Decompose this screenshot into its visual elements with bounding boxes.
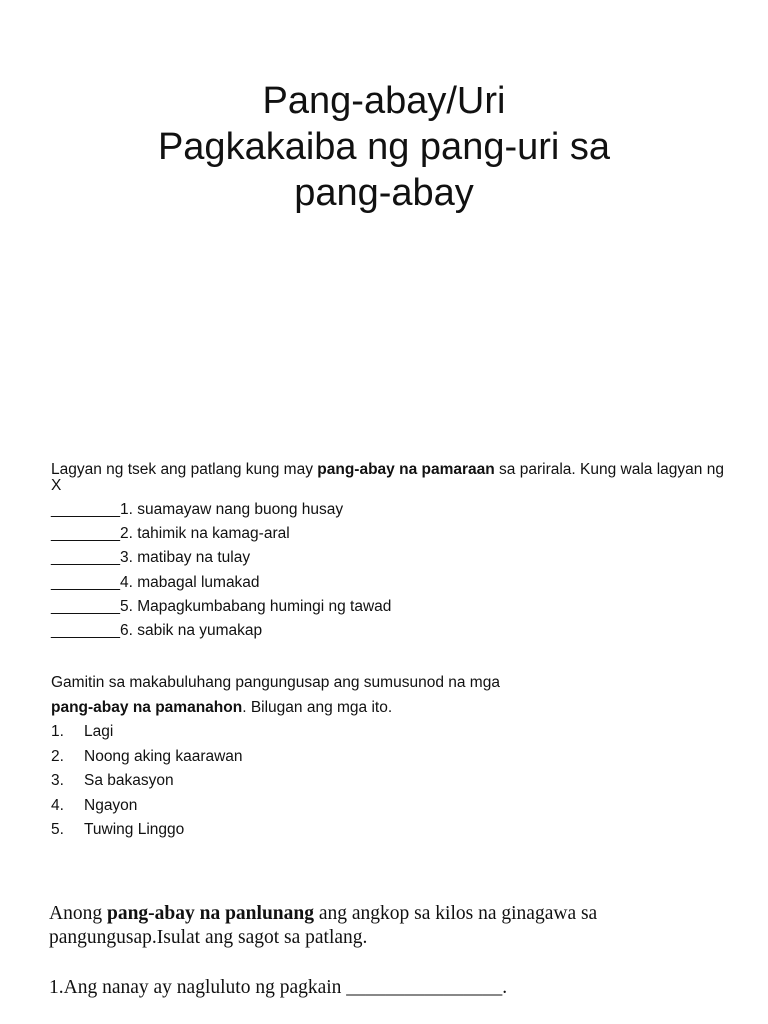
list-item <box>51 745 731 770</box>
answer-blank: ________ <box>51 525 120 543</box>
title-line-3: pang-abay <box>294 172 474 214</box>
item-number: 1. <box>51 723 64 740</box>
instruction-bold-term: pang-abay na pamanahon <box>51 698 243 716</box>
item-text: Ngayon <box>84 796 138 814</box>
list-item <box>51 818 731 843</box>
page-title <box>0 78 768 216</box>
exercise-panlunang <box>49 902 749 1000</box>
list-item <box>51 720 731 745</box>
answer-blank: ________ <box>51 573 120 591</box>
title-line-2: Pagkakaiba ng pang-uri sa <box>157 126 611 168</box>
item-text: 1. suamayaw nang buong husay <box>119 501 344 518</box>
item-text: 5. Mapagkumbabang humingi ng tawad <box>119 597 392 615</box>
item-text: 6. sabik na yumakap <box>119 621 263 639</box>
answer-blank: ________ <box>51 549 120 567</box>
item-text: Lagi <box>84 723 114 740</box>
answer-blank: ________ <box>51 501 120 518</box>
instruction-text: sa parirala. Kung wala lagyan ng X <box>51 461 724 494</box>
item-number: 3. <box>51 772 64 789</box>
instruction-text: Lagyan ng tsek ang patlang kung may <box>51 461 318 478</box>
item-text: 3. matibay na tulay <box>119 549 251 567</box>
item-text: Sa bakasyon <box>84 772 174 789</box>
answer-blank: ________ <box>51 621 120 639</box>
exercise-pamanahon <box>51 671 731 843</box>
list-item <box>51 571 731 595</box>
list-item <box>51 498 731 522</box>
item-number: 4. <box>51 796 64 814</box>
item-text: 2. tahimik na kamag-aral <box>119 525 290 543</box>
list-item <box>51 595 731 619</box>
list-item <box>51 546 731 570</box>
item-number: 2. <box>51 747 64 765</box>
instruction-text: . Bilugan ang mga ito. <box>242 698 393 716</box>
item-text: Noong aking kaarawan <box>84 747 243 765</box>
instruction-text: Gamitin sa makabuluhang pangungusap ang sumusunod na mga <box>51 674 500 691</box>
instruction-bold-term: pang-abay na panlunang <box>106 903 314 924</box>
question-1: 1.Ang nanay ay nagluluto ng pagkain ________________. <box>49 977 508 998</box>
title-line-1: Pang-abay/Uri <box>262 80 506 122</box>
list-item <box>51 619 731 643</box>
list-item <box>51 769 731 794</box>
item-list <box>51 498 731 643</box>
item-number: 5. <box>51 821 64 838</box>
item-text: 4. mabagal lumakad <box>119 573 260 591</box>
exercise-pamaraan <box>51 462 731 643</box>
answer-blank: ________ <box>51 597 120 615</box>
instruction-panlunang <box>49 902 749 950</box>
instruction-bold-term: pang-abay na pamaraan <box>317 461 495 478</box>
item-text: Tuwing Linggo <box>84 821 185 838</box>
numbered-list <box>51 720 731 843</box>
list-item <box>51 522 731 546</box>
list-item <box>51 794 731 819</box>
instruction-text: Anong <box>49 903 107 924</box>
instruction-pamaraan <box>51 462 731 494</box>
instruction-pamanahon <box>51 671 731 720</box>
instruction-text: ang angkop sa kilos na ginagawa sa pangungusap.Isulat ang sagot sa patlang. <box>49 903 598 948</box>
